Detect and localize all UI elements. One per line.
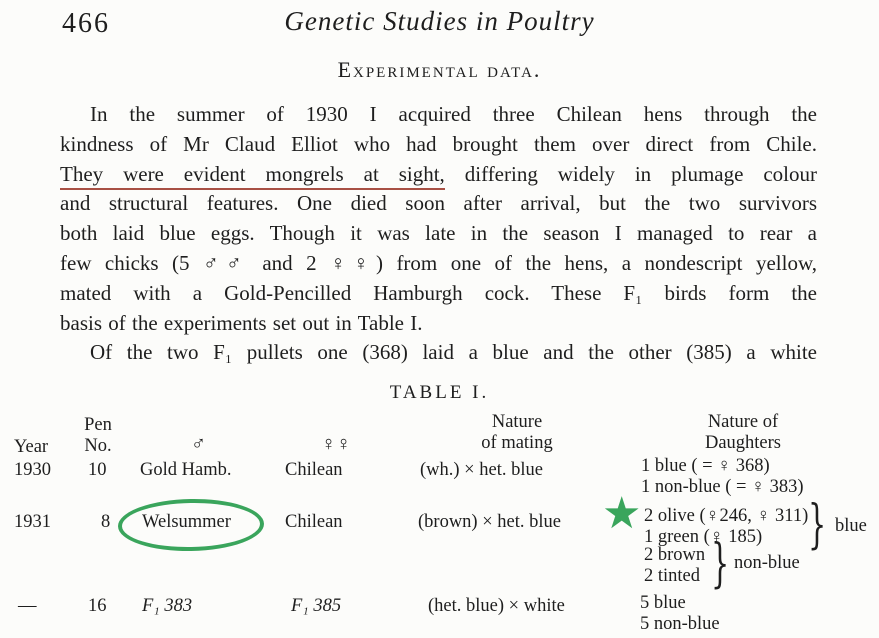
green-star-icon: ★ bbox=[602, 488, 642, 539]
col-header-mating-line2: of mating bbox=[481, 433, 553, 453]
row2-mating: (brown) × het. blue bbox=[418, 512, 561, 532]
col-header-year: Year bbox=[14, 437, 49, 457]
row2-daughters-line: 2 olive (♀246, ♀ 311) bbox=[644, 506, 809, 526]
row3-daughters-line: 5 blue bbox=[640, 593, 686, 613]
row1-year: 1930 bbox=[14, 460, 51, 480]
page-number: 466 bbox=[62, 8, 110, 39]
col-header-pen-no bbox=[76, 415, 120, 457]
col-header-male-icon: ♂ bbox=[191, 433, 206, 455]
section-heading: Experimental data. bbox=[337, 57, 542, 82]
row2-daughters-line: 1 green (♀ 185) bbox=[644, 526, 763, 547]
row1-male: Gold Hamb. bbox=[140, 460, 232, 480]
body-line: kindness of Mr Claud Elliot who had brought them over direct from Chile. bbox=[60, 131, 817, 156]
row2-daughters-line: 2 brown bbox=[644, 545, 706, 565]
row2-daughters-nonblue-group bbox=[644, 545, 705, 586]
body-line-rest: differing widely in plumage colour bbox=[444, 161, 817, 186]
col-header-daughters-line1: Nature of bbox=[707, 412, 779, 432]
col-header-female-icon: ♀♀ bbox=[321, 433, 351, 455]
row2-daughters-line: 2 tinted bbox=[644, 565, 701, 586]
brace-non-blue: } bbox=[711, 534, 730, 594]
row2-pen-no: 8 bbox=[101, 512, 111, 532]
col-header-pen-line1: Pen bbox=[84, 415, 112, 435]
row3-daughters-line: 5 non-blue bbox=[640, 613, 720, 634]
body-line bbox=[60, 160, 817, 190]
col-header-daughters bbox=[682, 412, 804, 454]
col-header-pen-line2: No. bbox=[84, 436, 112, 456]
col-header-mating bbox=[432, 412, 602, 454]
brace-blue: } bbox=[808, 495, 827, 555]
row3-year: — bbox=[18, 596, 37, 616]
row2-female: Chilean bbox=[285, 512, 343, 532]
row2-blue-label: blue bbox=[835, 516, 867, 536]
row2-male: Welsummer bbox=[142, 512, 231, 532]
body-line: In the summer of 1930 I acquired three Chilean hens through the bbox=[90, 102, 817, 126]
row1-daughters-line: 1 non-blue ( = ♀ 383) bbox=[641, 476, 804, 497]
row3-daughters bbox=[640, 593, 720, 634]
running-title: Genetic Studies in Poultry bbox=[284, 6, 595, 36]
red-underlined-phrase: They were evident mongrels at sight, bbox=[60, 162, 445, 190]
body-line: both laid blue eggs. Though it was late in the season I managed to rear a bbox=[60, 221, 817, 246]
body-line: few chicks (5 ♂♂ and 2 ♀♀) from one of the hens, a nondescript yellow, bbox=[60, 250, 817, 275]
row2-nonblue-label: non-blue bbox=[734, 553, 800, 573]
row1-female: Chilean bbox=[285, 460, 343, 480]
row3-pen-no: 16 bbox=[88, 596, 107, 616]
row1-daughters bbox=[641, 456, 804, 497]
row1-pen-no: 10 bbox=[88, 460, 107, 480]
row3-mating: (het. blue) × white bbox=[428, 596, 565, 616]
body-line: mated with a Gold-Pencilled Hamburgh cock. These F₁ birds form the bbox=[60, 280, 817, 305]
row3-male: F₁ 383 bbox=[142, 596, 193, 616]
row2-year: 1931 bbox=[14, 512, 51, 532]
table-title: TABLE I. bbox=[389, 382, 490, 403]
row1-daughters-line: 1 blue ( = ♀ 368) bbox=[641, 456, 770, 476]
col-header-mating-line1: Nature bbox=[491, 412, 543, 432]
row1-mating: (wh.) × het. blue bbox=[420, 460, 543, 480]
body-line: Of the two F₁ pullets one (368) laid a blue and the other (385) a white bbox=[90, 340, 817, 365]
green-ellipse-annotation bbox=[118, 498, 265, 553]
col-header-daughters-line2: Daughters bbox=[704, 433, 782, 453]
body-line: basis of the experiments set out in Table I. bbox=[60, 310, 423, 335]
body-text bbox=[60, 100, 817, 368]
row3-female: F₁ 385 bbox=[291, 596, 342, 616]
body-line: and structural features. One died soon after arrival, but the two survivors bbox=[60, 191, 817, 216]
